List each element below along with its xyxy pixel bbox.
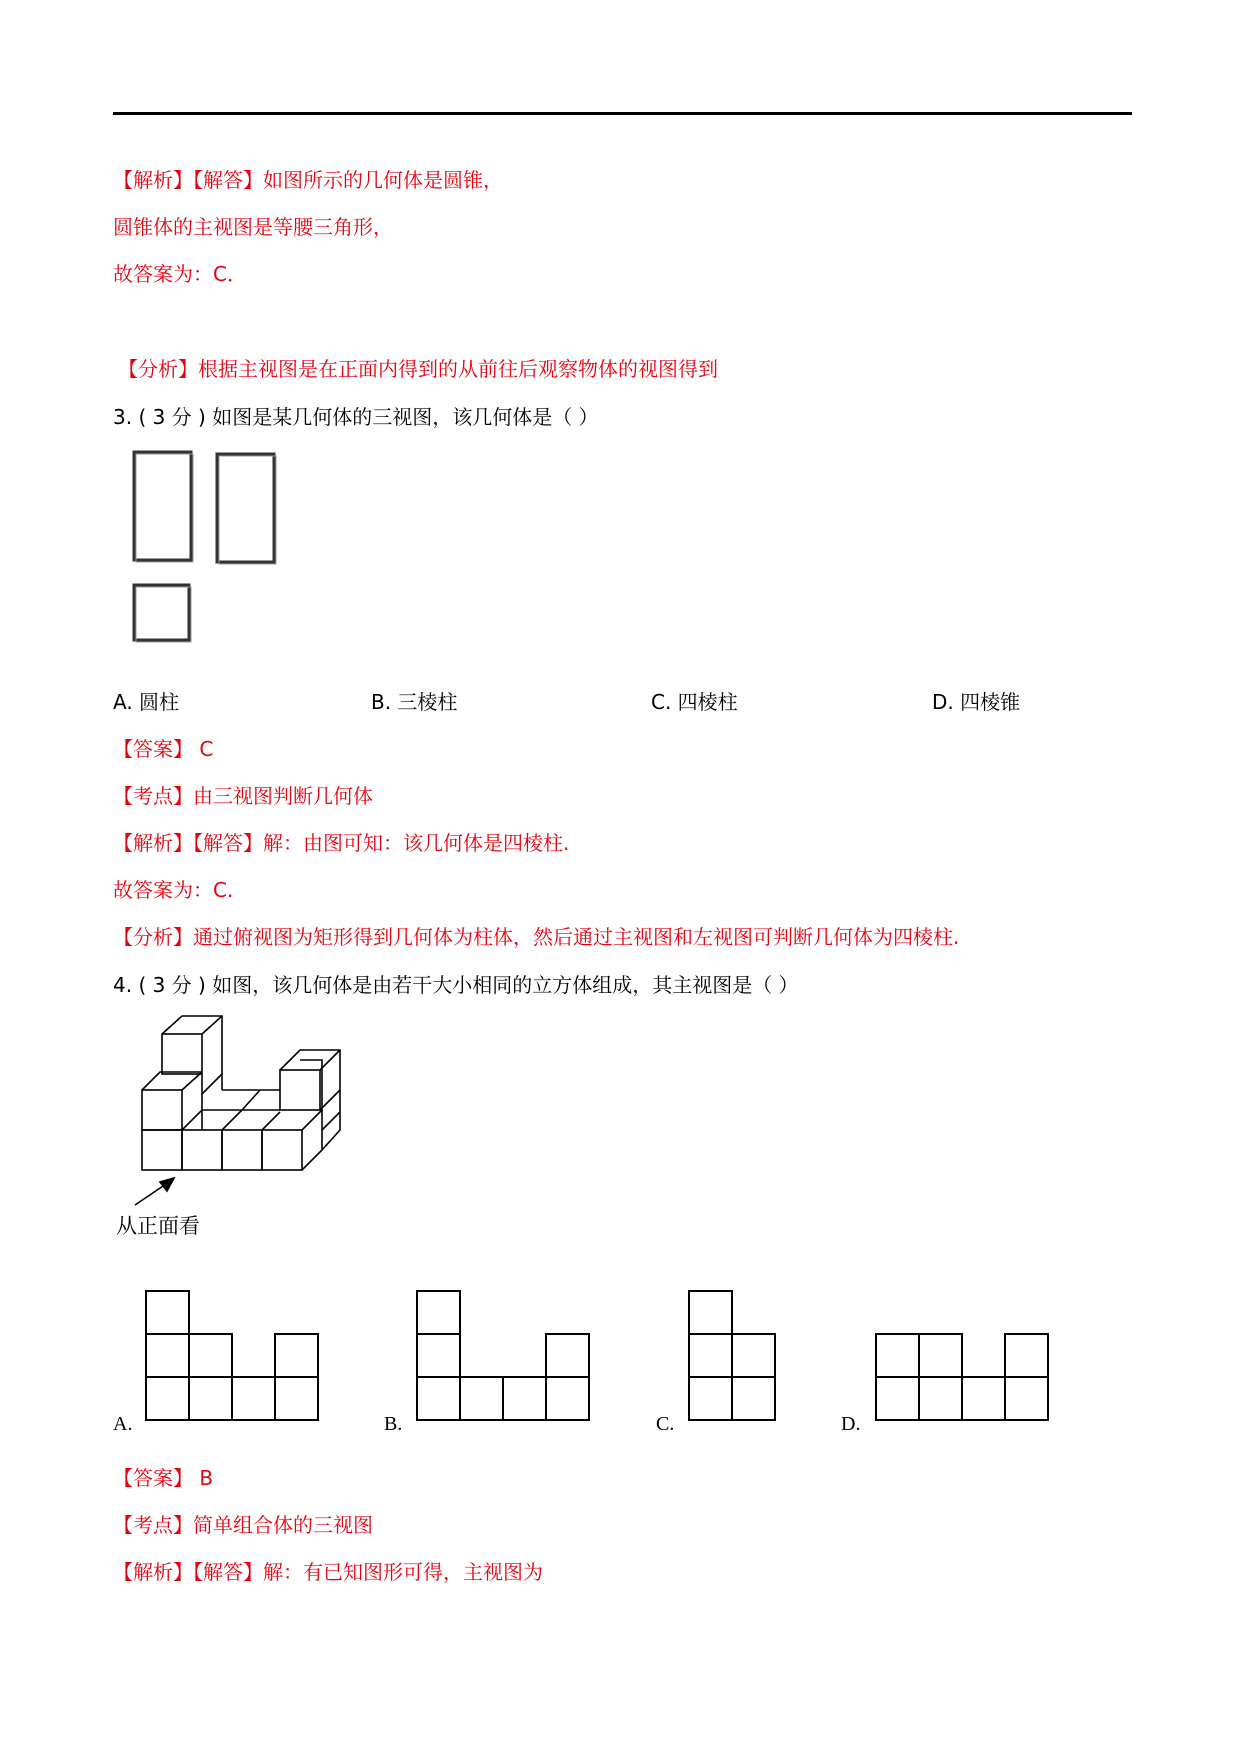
q3-option-d: D. 四棱锥 [932, 690, 1021, 714]
q4-option-b-figure [411, 1285, 596, 1435]
q3-jiexi: 【解析】【解答】解：由图可知：该几何体是四棱柱. [113, 831, 570, 855]
q3-three-view-figure [128, 448, 288, 648]
q3-conclusion: 故答案为：C. [113, 878, 234, 902]
q4-answer: 【答案】 B [113, 1466, 214, 1490]
q3-top-view-shadow [136, 587, 191, 642]
q3-front-view [134, 452, 191, 560]
q3-option-b: B. 三棱柱 [371, 690, 458, 714]
q4-kaodian: 【考点】简单组合体的三视图 [113, 1513, 373, 1537]
q4-option-c-figure [683, 1285, 783, 1435]
q4-cube-drawing [135, 1016, 340, 1205]
q4-option-b-label: B. [384, 1413, 403, 1435]
q3-front-view-shadow [136, 454, 193, 562]
q4-stem: 4. ( 3 分 ) 如图，该几何体是由若干大小相同的立方体组成，其主视图是（ ） [113, 973, 799, 997]
q4-option-d-figure [870, 1328, 1055, 1435]
q3-option-a: A. 圆柱 [113, 690, 180, 714]
q3-side-view-shadow [219, 456, 276, 564]
q3-option-c: C. 四棱柱 [651, 690, 738, 714]
q3-kaodian: 【考点】由三视图判断几何体 [113, 784, 373, 808]
q4-option-a-figure [140, 1285, 325, 1435]
q3-side-view [217, 454, 274, 562]
q4-figure-caption: 从正面看 [116, 1214, 200, 1238]
prev-answer: 故答案为：C． [113, 262, 247, 286]
q3-answer: 【答案】 C [113, 737, 214, 761]
q4-jiexi: 【解析】【解答】解：有已知图形可得，主视图为 [113, 1560, 543, 1584]
prev-line2: 圆锥体的主视图是等腰三角形， [113, 215, 393, 239]
prev-analysis: 【解析】【解答】如图所示的几何体是圆锥， [113, 168, 503, 192]
prev-fenxi: 【分析】根据主视图是在正面内得到的从前往后观察物体的视图得到 [118, 357, 718, 381]
q3-top-view [134, 585, 189, 640]
q4-option-a-label: A. [113, 1413, 133, 1435]
q4-cube-figure [130, 1010, 360, 1230]
q4-option-d-label: D. [841, 1413, 861, 1435]
q3-fenxi: 【分析】通过俯视图为矩形得到几何体为柱体，然后通过主视图和左视图可判断几何体为四棱柱. [113, 925, 960, 949]
q3-stem: 3. ( 3 分 ) 如图是某几何体的三视图，该几何体是（ ） [113, 405, 599, 429]
q4-option-c-label: C. [656, 1413, 675, 1435]
header-rule [113, 112, 1132, 115]
